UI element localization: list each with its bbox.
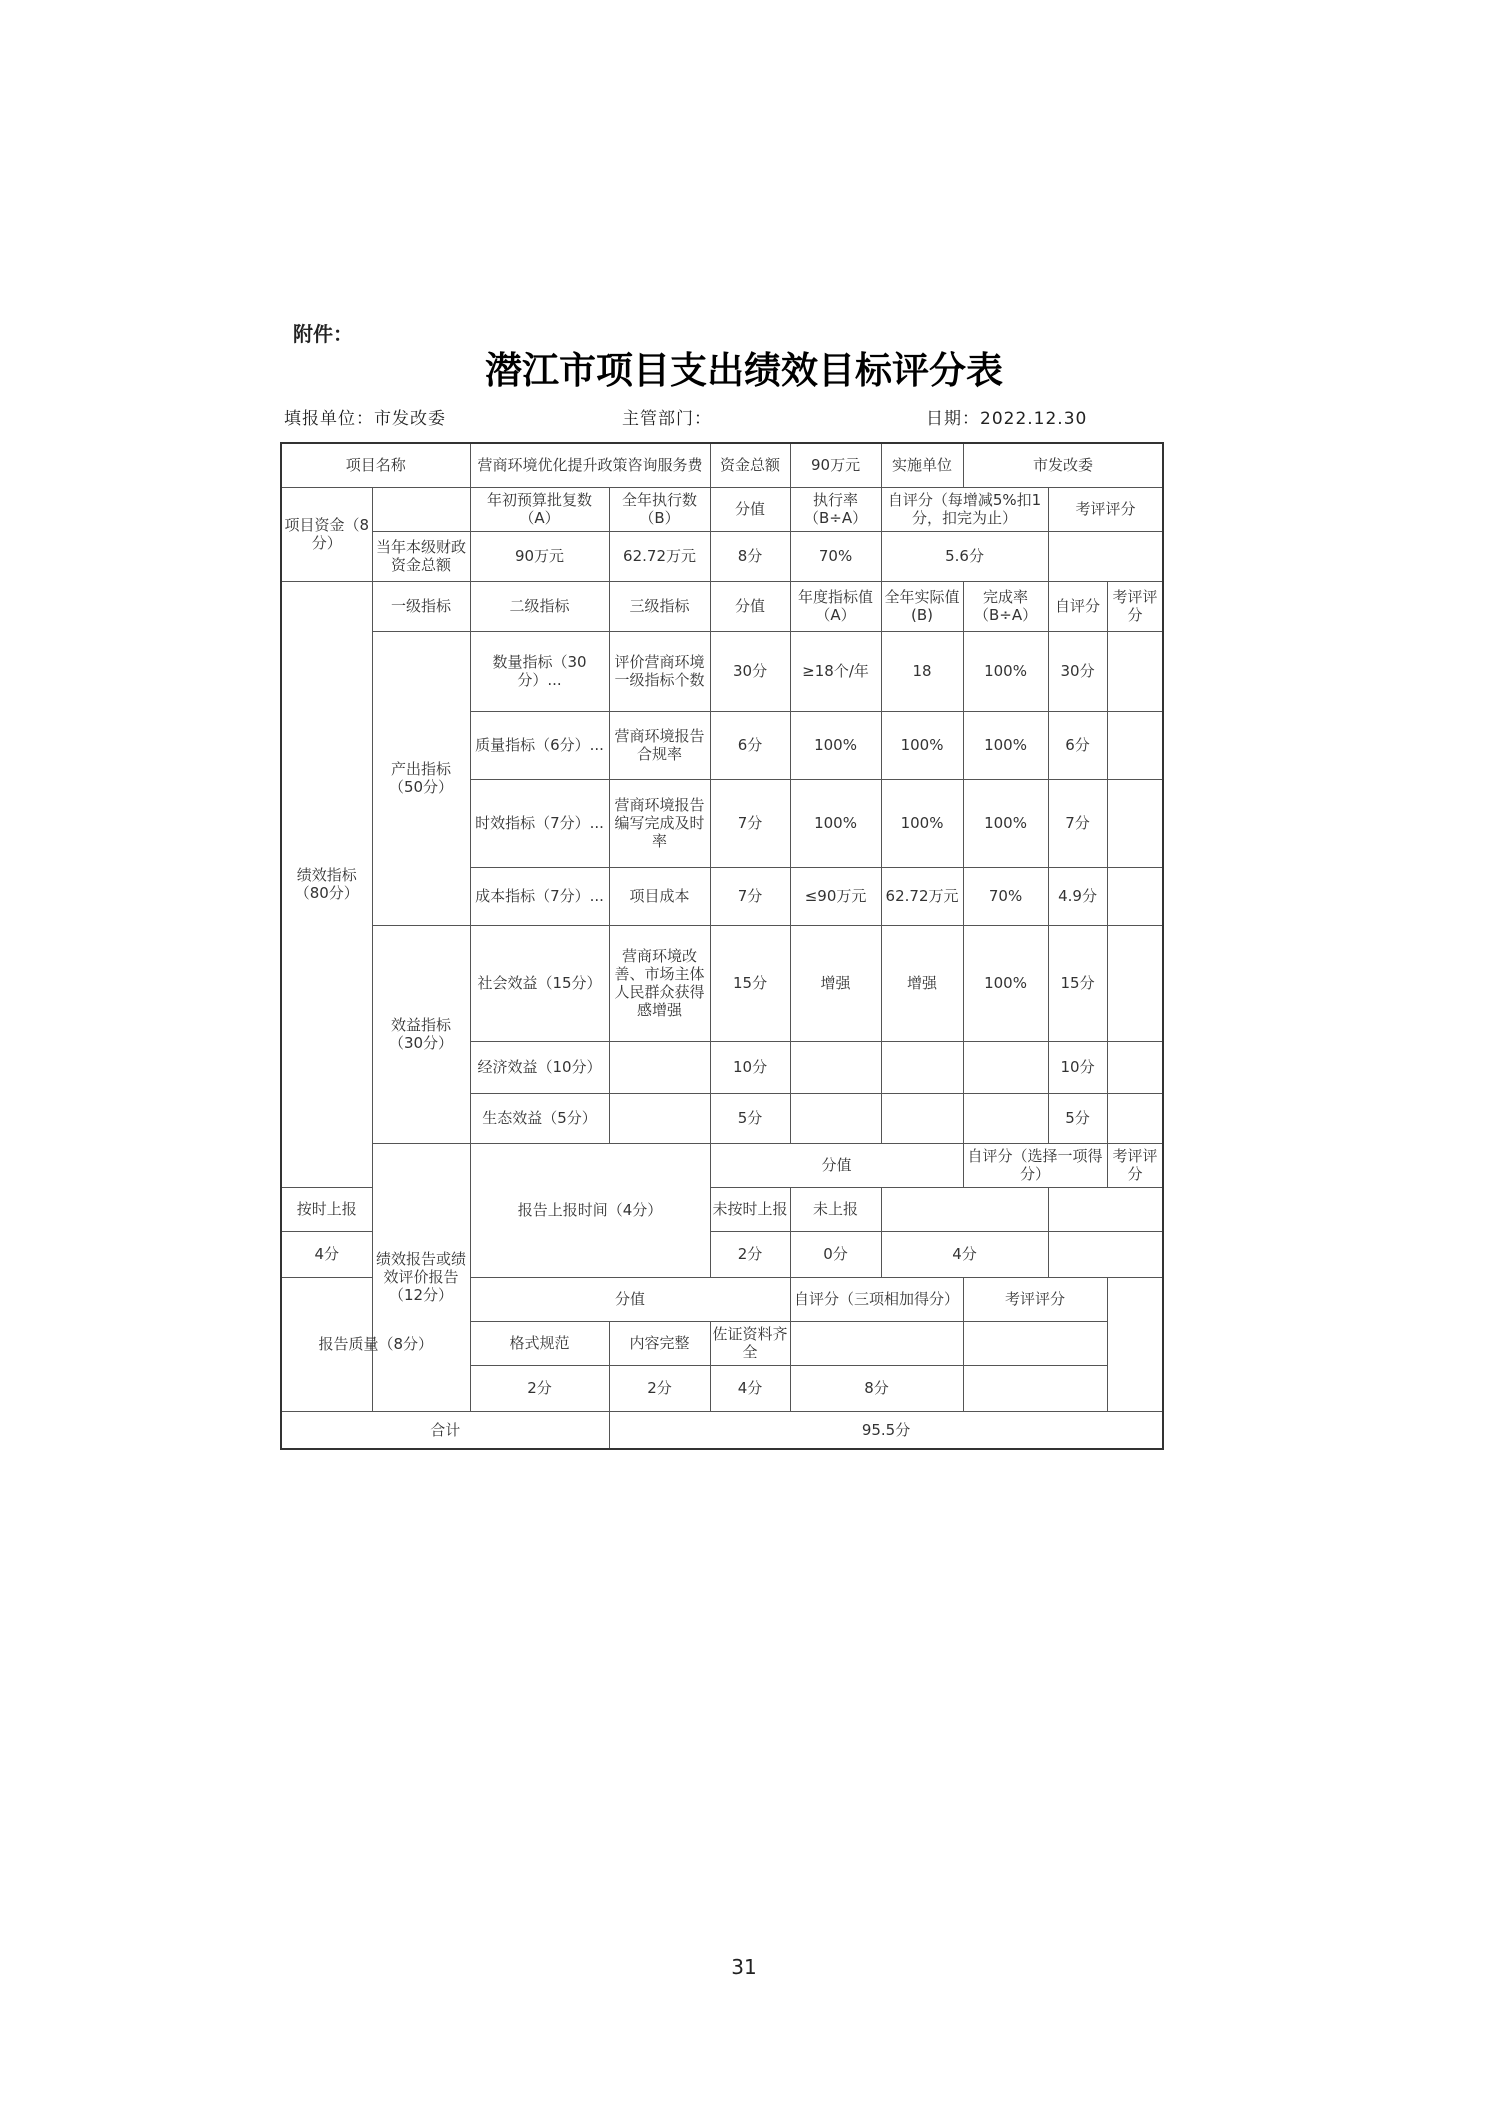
fund-total-label: 资金总额 [710,443,790,487]
effect-indicator-label: 效益指标（30分） [372,925,470,1143]
report-timing-label: 报告上报时间（4分） [470,1143,710,1277]
indicator-target: 100% [790,779,881,867]
report-timing-review [1048,1231,1163,1277]
report-option: 未按时上报 [710,1187,790,1231]
indicator-review [1107,631,1163,711]
indicator-rate: 100% [963,631,1048,711]
funds-review [1048,531,1163,581]
report-blank-cell [963,1321,1107,1365]
indicator-review [1107,779,1163,867]
report-timing-review-label: 考评评分 [1107,1143,1163,1187]
report-option-value: 2分 [609,1365,710,1411]
funds-col-exec: 全年执行数（B） [609,487,710,531]
report-option: 内容完整 [609,1321,710,1365]
indicator-header-row [281,581,1163,631]
report-option-value: 4分 [710,1365,790,1411]
indicator-l2: 时效指标（7分）... [470,779,609,867]
indicator-actual [881,1041,963,1093]
indicator-l3: 营商环境报告合规率 [609,711,710,779]
indicator-score: 10分 [710,1041,790,1093]
funds-col-budget: 年初预算批复数（A） [470,487,609,531]
indicator-rate: 70% [963,867,1048,925]
indicator-header-cell: 完成率（B÷A） [963,581,1048,631]
indicator-rate: 100% [963,925,1048,1041]
project-name-label: 项目名称 [281,443,470,487]
funds-section-label: 项目资金（8分） [281,487,372,581]
total-value: 95.5分 [609,1411,1163,1449]
indicator-target: 增强 [790,925,881,1041]
indicator-target [790,1041,881,1093]
funds-self: 5.6分 [881,531,1048,581]
indicator-rate: 100% [963,779,1048,867]
indicator-actual: 100% [881,711,963,779]
indicator-rate [963,1093,1048,1143]
funds-blank-cell [372,487,470,531]
report-timing-self: 4分 [881,1231,1048,1277]
funds-col-score: 分值 [710,487,790,531]
fund-total-value: 90万元 [790,443,881,487]
indicator-target: ≥18个/年 [790,631,881,711]
indicator-score: 15分 [710,925,790,1041]
indicator-self: 30分 [1048,631,1107,711]
indicator-self: 15分 [1048,925,1107,1041]
indicator-actual [881,1093,963,1143]
funds-col-rate: 执行率（B÷A） [790,487,881,531]
report-quality-label: 报告质量（8分） [281,1277,470,1411]
report-option: 按时上报 [281,1187,372,1231]
indicator-target [790,1093,881,1143]
report-quality-self: 8分 [790,1365,963,1411]
funds-score: 8分 [710,531,790,581]
funds-col-self: 自评分（每增减5%扣1分，扣完为止） [881,487,1048,531]
indicator-l3: 项目成本 [609,867,710,925]
indicator-rate [963,1041,1048,1093]
indicator-header-cell: 一级指标 [372,581,470,631]
report-timing-self-label: 自评分（选择一项得分） [963,1143,1107,1187]
indicator-self: 10分 [1048,1041,1107,1093]
indicator-score: 5分 [710,1093,790,1143]
indicator-header-cell: 全年实际值(B) [881,581,963,631]
indicator-l2: 生态效益（5分） [470,1093,609,1143]
indicator-review [1107,925,1163,1041]
indicator-review [1107,711,1163,779]
report-quality-review-label: 考评评分 [963,1277,1107,1321]
page-number: 31 [731,1955,757,1979]
indicator-self: 6分 [1048,711,1107,779]
report-blank-cell [790,1321,963,1365]
indicator-self: 5分 [1048,1093,1107,1143]
indicator-l2: 质量指标（6分）... [470,711,609,779]
report-option-value: 2分 [470,1365,609,1411]
indicator-self: 4.9分 [1048,867,1107,925]
indicator-l2: 经济效益（10分） [470,1041,609,1093]
project-row [281,443,1163,487]
page-title: 潜江市项目支出绩效目标评分表 [485,348,1003,392]
report-option: 未上报 [790,1187,881,1231]
indicator-l2: 成本指标（7分）... [470,867,609,925]
indicator-review [1107,1093,1163,1143]
report-option-value: 2分 [710,1231,790,1277]
indicator-row [281,925,1163,1041]
indicator-actual: 100% [881,779,963,867]
indicator-l2: 数量指标（30分）... [470,631,609,711]
report-timing-header-row [281,1143,1163,1187]
report-blank-cell [1048,1187,1163,1231]
report-option-value: 0分 [790,1231,881,1277]
score-table [280,442,1164,1450]
total-row [281,1411,1163,1449]
indicator-header-cell: 自评分 [1048,581,1107,631]
project-name-value: 营商环境优化提升政策咨询服务费 [470,443,710,487]
funds-rate: 70% [790,531,881,581]
indicator-l3: 营商环境改善、市场主体人民群众获得感增强 [609,925,710,1041]
indicator-target: ≤90万元 [790,867,881,925]
supervising-dept: 主管部门： [622,409,712,429]
indicator-actual: 18 [881,631,963,711]
output-indicator-label: 产出指标（50分） [372,631,470,925]
indicator-l2: 社会效益（15分） [470,925,609,1041]
funds-col-review: 考评评分 [1048,487,1163,531]
report-blank-cell [881,1187,1048,1231]
report-section-label: 绩效报告或绩效评价报告（12分） [372,1143,470,1411]
indicator-actual: 62.72万元 [881,867,963,925]
indicator-review [1107,1041,1163,1093]
funds-row-label: 当年本级财政资金总额 [372,531,470,581]
indicator-score: 30分 [710,631,790,711]
funds-value-row [281,531,1163,581]
report-date: 日期：2022.12.30 [926,409,1088,429]
indicator-header-cell: 分值 [710,581,790,631]
indicator-header-cell: 二级指标 [470,581,609,631]
total-label: 合计 [281,1411,609,1449]
report-option: 格式规范 [470,1321,609,1365]
indicator-score: 7分 [710,779,790,867]
indicator-section-label: 绩效指标（80分） [281,581,372,1187]
indicator-l3: 营商环境报告编写完成及时率 [609,779,710,867]
indicator-target: 100% [790,711,881,779]
impl-unit-label: 实施单位 [881,443,963,487]
indicator-actual: 增强 [881,925,963,1041]
funds-header-row [281,487,1163,531]
indicator-l3 [609,1093,710,1143]
indicator-score: 7分 [710,867,790,925]
report-timing-score-label: 分值 [710,1143,963,1187]
attachment-label: 附件： [293,322,353,346]
funds-budget: 90万元 [470,531,609,581]
indicator-l3: 评价营商环境一级指标个数 [609,631,710,711]
report-quality-self-label: 自评分（三项相加得分） [790,1277,963,1321]
funds-exec: 62.72万元 [609,531,710,581]
report-option-value: 4分 [281,1231,372,1277]
filing-unit: 填报单位：市发改委 [284,409,446,429]
indicator-self: 7分 [1048,779,1107,867]
indicator-header-cell: 年度指标值（A） [790,581,881,631]
indicator-rate: 100% [963,711,1048,779]
report-option: 佐证资料齐全 [710,1321,790,1365]
indicator-row [281,631,1163,711]
indicator-review [1107,867,1163,925]
report-quality-review [963,1365,1107,1411]
report-quality-score-label: 分值 [470,1277,790,1321]
indicator-score: 6分 [710,711,790,779]
indicator-header-cell: 三级指标 [609,581,710,631]
indicator-header-cell: 考评评分 [1107,581,1163,631]
indicator-l3 [609,1041,710,1093]
impl-unit-value: 市发改委 [963,443,1163,487]
